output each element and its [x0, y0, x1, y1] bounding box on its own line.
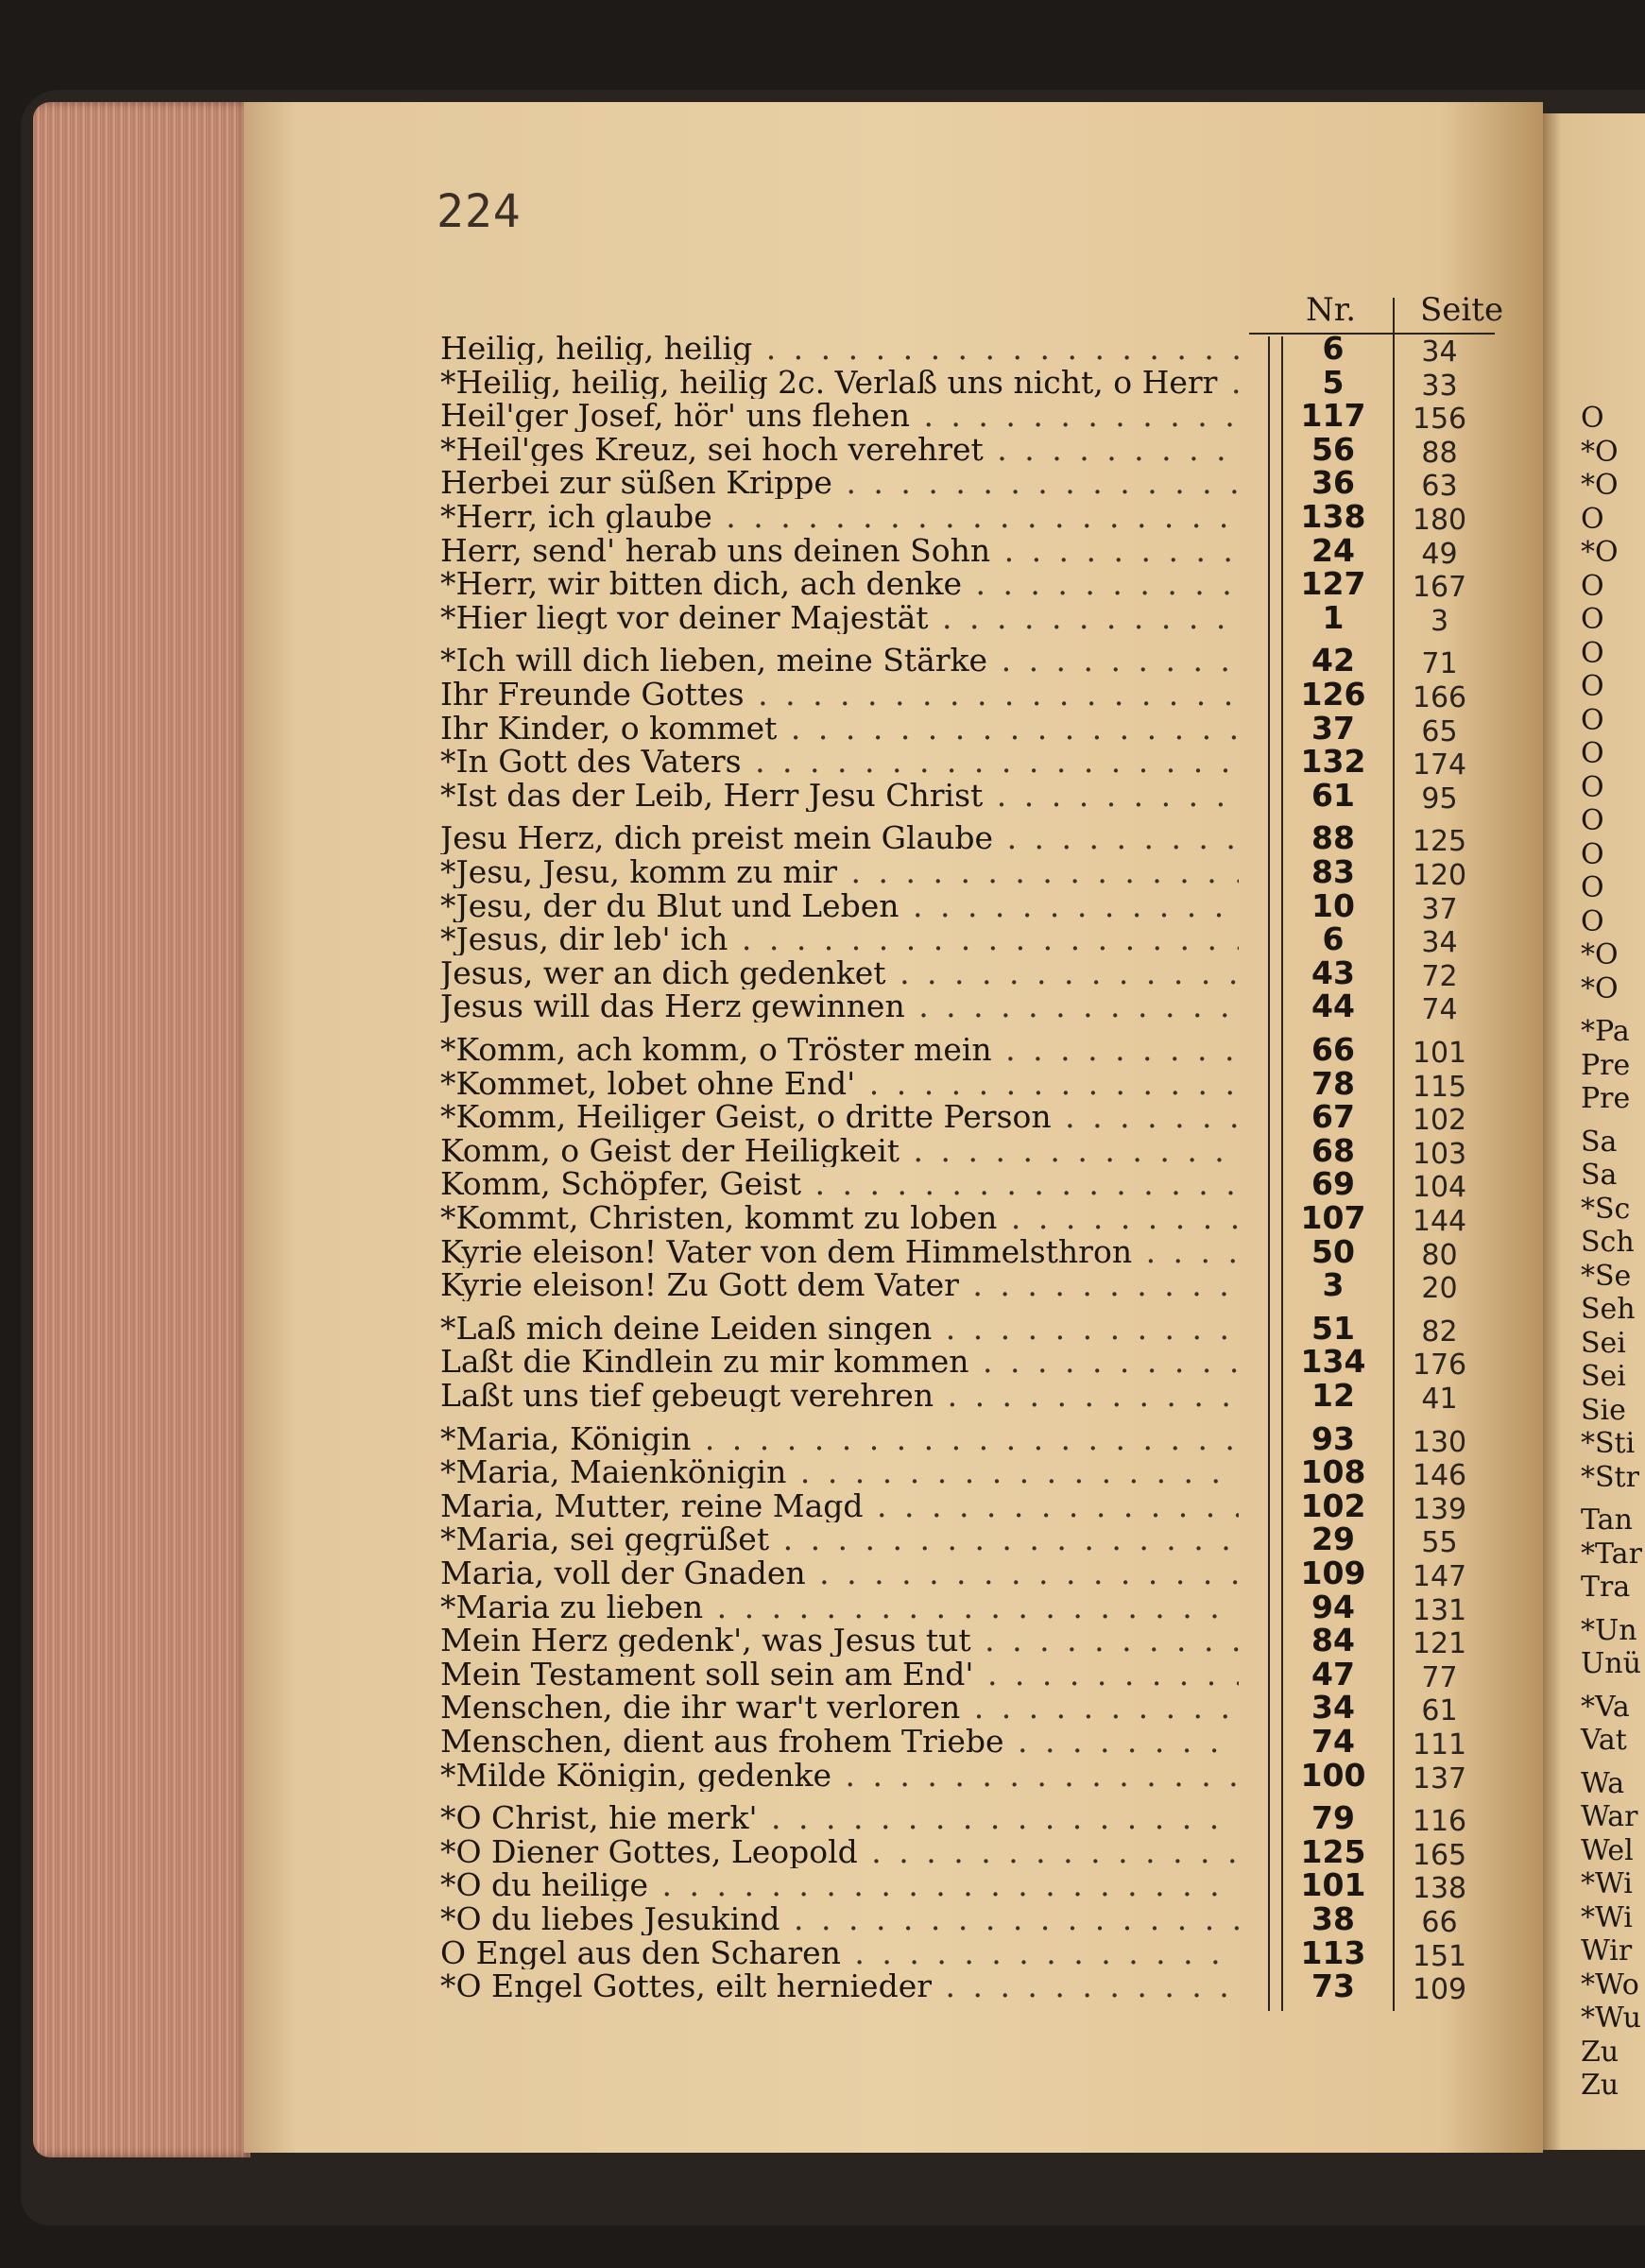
hymn-title: *Kommt, Christen, kommt zu loben . . . — [440, 1202, 1239, 1234]
hymn-title: *Jesu, der du Blut und Leben . . . — [440, 890, 1239, 922]
adjacent-page-fragment: Wa — [1581, 1766, 1625, 1800]
hymn-title: *Maria, Maienkönigin . . . — [440, 1456, 1239, 1488]
page-ref: 74 — [1421, 993, 1458, 1027]
page-ref: 41 — [1421, 1383, 1458, 1416]
index-row — [440, 1419, 1508, 1459]
hymn-title: Jesus will das Herz gewinnen . . . — [440, 990, 1239, 1022]
adjacent-page-fragment: O — [1581, 904, 1604, 938]
adjacent-page-fragment: *Wu — [1581, 2002, 1641, 2035]
index-row — [440, 1866, 1508, 1906]
index-row — [440, 1933, 1508, 1973]
hymn-number: 66 — [1311, 1031, 1355, 1068]
page-ref: 165 — [1412, 1838, 1467, 1872]
adjacent-page-fragment: *O — [1581, 938, 1619, 971]
index-row — [440, 1832, 1508, 1872]
page-ref: 115 — [1412, 1070, 1467, 1104]
index-row — [440, 1723, 1508, 1761]
hymn-number: 100 — [1300, 1756, 1366, 1794]
page-ref: 125 — [1412, 825, 1467, 859]
hymn-number: 6 — [1322, 330, 1345, 367]
page-ref: 71 — [1421, 647, 1458, 681]
adjacent-page-fragment: *Tar — [1581, 1537, 1642, 1571]
index-row — [440, 1521, 1508, 1560]
hymn-title: *Herr, wir bitten dich, ach denke . . . — [440, 568, 1239, 600]
hymn-title: Jesus, wer an dich gedenket . . . — [440, 957, 1239, 989]
page-ref: 55 — [1421, 1526, 1458, 1560]
hymn-number: 107 — [1300, 1199, 1366, 1236]
adjacent-page-fragment: Sei — [1581, 1326, 1626, 1360]
index-row — [440, 1266, 1508, 1306]
hymn-number: 43 — [1311, 954, 1355, 991]
hymn-title: Heilig, heilig, heilig . . . — [440, 333, 1239, 365]
adjacent-page-fragment: Pre — [1581, 1082, 1631, 1115]
hymn-number: 125 — [1300, 1832, 1366, 1870]
page-ref: 72 — [1421, 959, 1458, 993]
hymn-number: 102 — [1300, 1486, 1366, 1524]
column-header-seite: Seite — [1420, 291, 1504, 329]
hymn-number: 5 — [1322, 363, 1345, 401]
page-ref: 180 — [1412, 504, 1467, 537]
adjacent-page — [1543, 113, 1645, 2150]
index-row — [440, 1165, 1508, 1205]
hymn-title: *Jesus, dir leb' ich . . . — [440, 923, 1239, 955]
hymn-title: O Engel aus den Scharen . . . — [440, 1937, 1239, 1969]
hymn-title: Heil'ger Josef, hör' uns flehen . . . — [440, 400, 1239, 432]
adjacent-page-fragment: *O — [1581, 469, 1619, 502]
adjacent-page-fragment: Pre — [1581, 1048, 1631, 1082]
page-ref: 111 — [1412, 1728, 1467, 1761]
hymn-number: 108 — [1300, 1453, 1366, 1491]
adjacent-page-fragment: Unü — [1581, 1647, 1641, 1680]
index-row — [440, 743, 1508, 782]
hymn-number: 12 — [1311, 1377, 1355, 1414]
hymn-number: 6 — [1322, 920, 1345, 958]
index-row — [440, 1486, 1508, 1526]
adjacent-page-fragment: Tra — [1581, 1571, 1631, 1604]
hymn-title: *O Engel Gottes, eilt hernieder . . . — [440, 1970, 1239, 2002]
hymn-number: 68 — [1311, 1131, 1355, 1169]
hymn-number: 93 — [1311, 1419, 1355, 1457]
adjacent-page-fragment: Tan — [1581, 1503, 1633, 1537]
hymn-number: 42 — [1311, 642, 1355, 679]
adjacent-page-fragment: Sei — [1581, 1360, 1626, 1393]
adjacent-page-fragment: *Un — [1581, 1613, 1637, 1647]
adjacent-page-fragment: Wir — [1581, 1934, 1633, 1967]
hymn-title: Kyrie eleison! Zu Gott dem Vater . . . — [440, 1269, 1239, 1301]
adjacent-page-fragment: O — [1581, 636, 1604, 670]
hymn-title: *Ich will dich lieben, meine Stärke . . . — [440, 644, 1239, 677]
hymn-number: 44 — [1311, 988, 1355, 1025]
hymn-number: 88 — [1311, 819, 1355, 857]
hymn-number: 37 — [1311, 709, 1355, 747]
adjacent-page-fragment: O — [1581, 737, 1604, 770]
hymn-title: *Ist das der Leib, Herr Jesu Christ . . . — [440, 780, 1239, 812]
hymn-title: *Laß mich deine Leiden singen . . . — [440, 1313, 1239, 1345]
index-row — [440, 1064, 1508, 1104]
page-ref: 77 — [1421, 1660, 1458, 1694]
index-row — [440, 498, 1508, 537]
index-row — [440, 1756, 1508, 1796]
hymn-title: *Heil'ges Kreuz, sei hoch verehret . . . — [440, 434, 1239, 466]
index-row — [440, 1309, 1508, 1349]
page-ref: 137 — [1412, 1761, 1467, 1796]
hymn-title: *In Gott des Vaters . . . — [440, 746, 1239, 778]
adjacent-page-fragment: Sa — [1581, 1159, 1618, 1192]
index-row — [440, 1343, 1508, 1383]
hymn-number: 36 — [1311, 464, 1355, 502]
hymn-number: 29 — [1311, 1521, 1355, 1558]
page-ref: 37 — [1421, 892, 1458, 926]
hymn-number: 109 — [1300, 1555, 1366, 1591]
hymn-title: Komm, o Geist der Heiligkeit . . . — [440, 1135, 1239, 1167]
page-ref: 156 — [1412, 403, 1467, 437]
index-row — [440, 464, 1508, 504]
index-row — [440, 598, 1508, 638]
hymn-number: 50 — [1311, 1232, 1355, 1270]
index-row — [440, 1689, 1508, 1728]
adjacent-page-fragment: O — [1581, 804, 1604, 837]
hymn-title: *O du heilige . . . — [440, 1869, 1239, 1901]
hymn-number: 127 — [1300, 565, 1366, 603]
hymn-number: 132 — [1300, 743, 1366, 781]
adjacent-page-fragment: O — [1581, 871, 1604, 904]
hymn-number: 94 — [1311, 1588, 1355, 1625]
index-row — [440, 363, 1508, 403]
adjacent-page-fragment: War — [1581, 1800, 1638, 1833]
adjacent-page-fragment: *Wi — [1581, 1867, 1633, 1900]
page-ref: 34 — [1421, 926, 1458, 960]
page-ref: 167 — [1412, 571, 1467, 605]
hymn-number: 117 — [1300, 397, 1366, 435]
page-ref: 104 — [1412, 1171, 1467, 1205]
index-row — [440, 1967, 1508, 2007]
page-ref: 33 — [1421, 369, 1458, 403]
page-ref: 63 — [1421, 470, 1458, 504]
hymn-title: Laßt uns tief gebeugt verehren . . . — [440, 1380, 1239, 1412]
hymn-title: *Herr, ich glaube . . . — [440, 501, 1239, 533]
adjacent-page-fragment: *Str — [1581, 1460, 1639, 1494]
hymn-title: Herr, send' herab uns deinen Sohn . . . — [440, 535, 1239, 567]
hymn-title: Maria, Mutter, reine Magd . . . — [440, 1490, 1239, 1522]
index-row — [440, 1031, 1508, 1070]
hymn-number: 74 — [1311, 1723, 1355, 1760]
page-ref: 101 — [1412, 1037, 1467, 1070]
hymn-title: Mein Herz gedenk', was Jesus tut . . . — [440, 1624, 1239, 1657]
hymn-title: *O du liebes Jesukind . . . — [440, 1903, 1239, 1935]
hymn-title: *Jesu, Jesu, komm zu mir . . . — [440, 856, 1239, 888]
page-ref: 65 — [1421, 714, 1458, 748]
hymn-number: 24 — [1311, 531, 1355, 569]
adjacent-page-fragment: O — [1581, 670, 1604, 703]
page-ref: 130 — [1412, 1425, 1467, 1459]
index-row — [440, 709, 1508, 748]
page-ref: 147 — [1412, 1560, 1467, 1593]
adjacent-page-fragment: Seh — [1581, 1293, 1636, 1326]
index-row — [440, 565, 1508, 605]
hymn-title: Menschen, die ihr war't verloren . . . — [440, 1692, 1239, 1724]
page-ref: 120 — [1412, 859, 1467, 892]
adjacent-page-fragment: Zu — [1581, 2069, 1619, 2102]
page-ref: 166 — [1412, 681, 1467, 714]
index-row — [440, 920, 1508, 960]
hymn-title: *Milde Königin, gedenke . . . — [440, 1760, 1239, 1792]
hymn-title: Mein Testament soll sein am End' . . . — [440, 1658, 1239, 1691]
index-row — [440, 1377, 1508, 1416]
hymn-number: 38 — [1311, 1900, 1355, 1937]
hymn-title: Menschen, dient aus frohem Triebe . . . — [440, 1726, 1239, 1758]
page-edges — [33, 102, 250, 2157]
adjacent-page-fragment: O — [1581, 603, 1604, 636]
adjacent-page-fragment: Vat — [1581, 1724, 1627, 1757]
index-row — [440, 1588, 1508, 1627]
index-row — [440, 1199, 1508, 1238]
page-ref: 103 — [1412, 1137, 1467, 1171]
adjacent-page-fragment: *O — [1581, 536, 1619, 569]
hymn-number: 84 — [1311, 1622, 1355, 1659]
hymn-title: *O Christ, hie merk' . . . — [440, 1802, 1239, 1834]
index-row — [440, 853, 1508, 892]
hymn-title: *Hier liegt vor deiner Majestät . . . — [440, 602, 1239, 634]
hymn-number: 126 — [1300, 676, 1366, 713]
page-ref: 49 — [1421, 537, 1458, 571]
index-row — [440, 397, 1508, 437]
index-row — [440, 988, 1508, 1027]
adjacent-page-fragment: Sa — [1581, 1125, 1618, 1159]
hymn-title: Maria, voll der Gnaden . . . — [440, 1557, 1239, 1589]
hymn-title: *Maria, Königin . . . — [440, 1423, 1239, 1455]
index-row — [440, 1098, 1508, 1138]
hymn-number: 101 — [1300, 1866, 1366, 1904]
hymn-number: 78 — [1311, 1064, 1355, 1102]
hymn-number: 34 — [1311, 1689, 1355, 1727]
page-ref: 88 — [1421, 436, 1458, 470]
adjacent-page-fragment: O — [1581, 569, 1604, 603]
hymn-number: 79 — [1311, 1799, 1355, 1837]
hymn-number: 51 — [1311, 1309, 1355, 1347]
hymn-title: Herbei zur süßen Krippe . . . — [440, 467, 1239, 499]
adjacent-page-fragment: *Sti — [1581, 1427, 1636, 1460]
column-header-nr: Nr. — [1306, 291, 1357, 329]
hymn-title: *Maria, sei gegrüßet . . . — [440, 1523, 1239, 1555]
index-row — [440, 1131, 1508, 1171]
adjacent-page-fragment: *Pa — [1581, 1015, 1630, 1048]
hymn-number: 1 — [1322, 598, 1345, 636]
hymn-title: Kyrie eleison! Vater von dem Himmelsthron . . . — [440, 1236, 1239, 1268]
page-ref: 144 — [1412, 1205, 1467, 1238]
index-row — [440, 642, 1508, 681]
adjacent-page-fragment: *Wi — [1581, 1900, 1633, 1934]
page-ref: 116 — [1412, 1805, 1467, 1839]
hymn-number: 47 — [1311, 1655, 1355, 1692]
adjacent-page-fragment: *O — [1581, 971, 1619, 1005]
adjacent-page-fragment: Zu — [1581, 2035, 1619, 2069]
hymn-title: *O Diener Gottes, Leopold . . . — [440, 1836, 1239, 1868]
hymn-title: *Komm, ach komm, o Tröster mein . . . — [440, 1034, 1239, 1066]
page-ref: 131 — [1412, 1593, 1467, 1627]
hymn-title: Laßt die Kindlein zu mir kommen . . . — [440, 1346, 1239, 1378]
adjacent-page-fragment: O — [1581, 770, 1604, 804]
adjacent-page-fragment: Wel — [1581, 1833, 1634, 1867]
index-row — [440, 1453, 1508, 1493]
index-row — [440, 1900, 1508, 1939]
adjacent-page-fragment: O — [1581, 703, 1604, 737]
page-ref: 20 — [1421, 1272, 1458, 1306]
index-row — [440, 1555, 1508, 1593]
hymn-title: Ihr Freunde Gottes . . . — [440, 679, 1239, 711]
hymn-number: 134 — [1300, 1343, 1366, 1381]
hymn-title: *Heilig, heilig, heilig 2c. Verlaß uns nicht, o Herr . . . — [440, 367, 1239, 399]
adjacent-page-fragment: *Va — [1581, 1690, 1630, 1724]
page-ref: 66 — [1421, 1906, 1458, 1939]
adjacent-page-fragment: Sie — [1581, 1393, 1626, 1427]
page-ref: 151 — [1412, 1939, 1467, 1973]
page-ref: 61 — [1421, 1694, 1458, 1728]
hymn-number: 69 — [1311, 1165, 1355, 1203]
adjacent-page-fragment: *Se — [1581, 1259, 1632, 1293]
hymn-number: 73 — [1311, 1967, 1355, 2005]
page-ref: 138 — [1412, 1872, 1467, 1906]
index-row — [440, 330, 1508, 369]
index-row — [440, 676, 1508, 714]
hymn-number: 138 — [1300, 498, 1366, 535]
page-ref: 82 — [1421, 1314, 1458, 1349]
hymn-number: 67 — [1311, 1098, 1355, 1136]
hymn-number: 56 — [1311, 430, 1355, 468]
page-ref: 102 — [1412, 1104, 1467, 1138]
index-row — [440, 1232, 1508, 1272]
index-row — [440, 776, 1508, 816]
index-row — [440, 954, 1508, 993]
index-row — [440, 1799, 1508, 1839]
adjacent-page-fragment: O — [1581, 502, 1604, 536]
page-ref: 109 — [1412, 1973, 1467, 2007]
index-row — [440, 819, 1508, 859]
adjacent-page-fragment: *Wo — [1581, 1967, 1639, 2002]
hymn-number: 3 — [1322, 1266, 1345, 1304]
hymn-title: *Maria zu lieben . . . — [440, 1591, 1239, 1624]
page-ref: 146 — [1412, 1459, 1467, 1493]
index-row — [440, 1655, 1508, 1694]
index-row — [440, 886, 1508, 926]
hymn-title: *Komm, Heiliger Geist, o dritte Person . . . — [440, 1101, 1239, 1133]
page-ref: 3 — [1430, 604, 1449, 638]
adjacent-page-fragment: O — [1581, 837, 1604, 871]
index-row — [440, 430, 1508, 470]
hymn-title: Jesu Herz, dich preist mein Glaube . . . — [440, 822, 1239, 854]
hymn-number: 83 — [1311, 853, 1355, 890]
page-ref: 139 — [1412, 1492, 1467, 1526]
page-ref: 121 — [1412, 1627, 1467, 1661]
page-number: 224 — [437, 185, 522, 238]
page-ref: 95 — [1421, 782, 1458, 816]
index-row — [440, 1622, 1508, 1661]
page-ref: 174 — [1412, 748, 1467, 782]
hymn-title: Ihr Kinder, o kommet . . . — [440, 713, 1239, 745]
adjacent-page-fragment: O — [1581, 402, 1604, 435]
hymn-number: 10 — [1311, 886, 1355, 924]
hymn-number: 113 — [1300, 1933, 1366, 1971]
page-ref: 34 — [1421, 335, 1458, 369]
adjacent-page-fragment: *Sc — [1581, 1192, 1631, 1226]
adjacent-page-fragment: Sch — [1581, 1226, 1635, 1259]
hymn-title: *Kommet, lobet ohne End' . . . — [440, 1068, 1239, 1100]
hymn-title: Komm, Schöpfer, Geist . . . — [440, 1168, 1239, 1200]
adjacent-page-fragment: *O — [1581, 435, 1619, 469]
page-ref: 80 — [1421, 1238, 1458, 1272]
index-row — [440, 531, 1508, 571]
hymn-number: 61 — [1311, 776, 1355, 814]
page-ref: 176 — [1412, 1349, 1467, 1383]
